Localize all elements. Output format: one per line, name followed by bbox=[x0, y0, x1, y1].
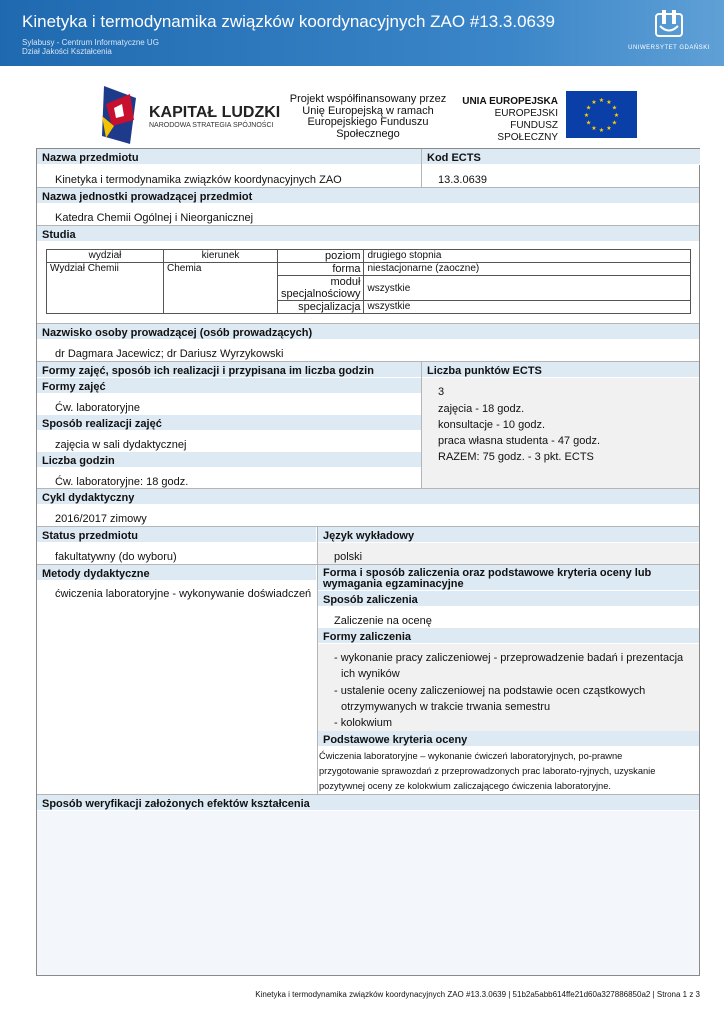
ects-zajecia: zajęcia - 18 godz. bbox=[438, 403, 525, 415]
eu-logos-strip bbox=[0, 84, 724, 146]
eu-star-icon: ★ bbox=[613, 113, 620, 119]
eu-star-icon: ★ bbox=[598, 98, 605, 104]
eu-star-icon: ★ bbox=[585, 105, 592, 112]
page-header bbox=[0, 0, 724, 66]
label-status: Status przedmiotu bbox=[37, 527, 316, 543]
label-osoba: Nazwisko osoby prowadzącej (osób prowadzących) bbox=[37, 324, 699, 340]
value-cykl: 2016/2017 zimowy bbox=[55, 513, 147, 525]
syllabus-table bbox=[36, 148, 700, 976]
ug-emblem-icon bbox=[652, 8, 686, 38]
formy-zal-item: - ustalenie oceny zaliczeniowej na podstawie ocen cząstkowych bbox=[334, 685, 646, 697]
value-jezyk: polski bbox=[334, 551, 363, 563]
label-sposob-zal: Sposób zaliczenia bbox=[318, 591, 699, 607]
eu-star-icon: ★ bbox=[606, 125, 612, 132]
project-text: Projekt współfinansowany przez Unię Europejską w ramach Europejskiego Funduszu Społecznego bbox=[289, 93, 447, 140]
label-formy-zal: Formy zaliczenia bbox=[318, 628, 699, 644]
document-title: Kinetyka i termodynamika związków koordynacyjnych ZAO #13.3.0639 bbox=[22, 12, 555, 31]
kapital-ludzki-icon bbox=[100, 86, 140, 144]
page-footer: Kinetyka i termodynamika związków koordynacyjnych ZAO #13.3.0639 | 51b2a5abb614ffe21d60a327886850a2 | Strona 1 z 3 bbox=[255, 990, 700, 999]
formy-zal-item-cont: ich wyników bbox=[341, 668, 400, 680]
ue-text: UNIA EUROPEJSKA EUROPEJSKI FUNDUSZ SPOŁECZNY bbox=[462, 96, 558, 143]
label-kryteria: Podstawowe kryteria oceny bbox=[318, 731, 699, 747]
eu-star-icon: ★ bbox=[591, 125, 597, 132]
label-liczba: Liczba godzin bbox=[37, 452, 421, 468]
value-jednostka: Katedra Chemii Ogólnej i Nieorganicznej bbox=[55, 212, 254, 224]
eu-star-icon: ★ bbox=[583, 113, 590, 119]
label-nazwa: Nazwa przedmiotu bbox=[37, 149, 421, 165]
eu-star-icon: ★ bbox=[598, 128, 605, 134]
label-formy: Formy zajęć bbox=[37, 378, 421, 394]
studia-table: wydział kierunek poziom drugiego stopnia Wydział Chemii Chemia forma niestacjonarne (zaoczne) moduł specjalnościowy wszystkie specjalizacja wszystkie bbox=[46, 249, 691, 314]
ects-konsultacje: konsultacje - 10 godz. bbox=[438, 419, 546, 431]
ects-praca: praca własna studenta - 47 godz. bbox=[438, 435, 601, 447]
label-weryfikacja: Sposób weryfikacji założonych efektów kształcenia bbox=[37, 795, 699, 811]
value-metody: ćwiczenia laboratoryjne - wykonywanie doświadczeń bbox=[55, 588, 312, 600]
label-formy-head: Formy zajęć, sposób ich realizacji i przypisana im liczba godzin bbox=[37, 362, 421, 378]
label-cykl: Cykl dydaktyczny bbox=[37, 489, 699, 505]
formy-zal-item-cont: otrzymywanych w trakcie trwania semestru bbox=[341, 701, 551, 713]
kl-title: KAPITAŁ LUDZKI bbox=[149, 104, 281, 121]
label-sposob: Sposób realizacji zajęć bbox=[37, 415, 421, 431]
formy-zal-item: - wykonanie pracy zaliczeniowej - przeprowadzenie badań i prezentacja bbox=[334, 652, 684, 664]
header-subtitle-2: Dział Jakości Kształcenia bbox=[22, 47, 112, 56]
value-kryteria: Ćwiczenia laboratoryjne – wykonanie ćwiczeń laboratoryjnych, po-prawne przygotowanie sprawozdań z przeprowadzonych prac laborato-ryjnych, uzyskanie pozytywnej oceny ze kolokwium zaliczającego ćwiczenia laboratoryjne. bbox=[319, 751, 656, 791]
ects-value: 3 bbox=[438, 386, 445, 398]
eu-flag-icon bbox=[566, 91, 637, 138]
value-formy: Ćw. laboratoryjne bbox=[55, 402, 140, 414]
eu-star-icon: ★ bbox=[611, 120, 618, 127]
value-status: fakultatywny (do wyboru) bbox=[55, 551, 177, 563]
label-jezyk: Język wykładowy bbox=[318, 527, 699, 543]
eu-star-icon: ★ bbox=[591, 100, 597, 107]
value-osoba: dr Dagmara Jacewicz; dr Dariusz Wyrzykowski bbox=[55, 348, 284, 360]
value-liczba: Ćw. laboratoryjne: 18 godz. bbox=[55, 476, 189, 488]
value-sposob: zajęcia w sali dydaktycznej bbox=[55, 439, 187, 451]
label-forma-zal: Forma i sposób zaliczenia oraz podstawowe kryteria oceny lub wymagania egzaminacyjne bbox=[318, 565, 699, 591]
label-jednostka: Nazwa jednostki prowadzącej przedmiot bbox=[37, 188, 699, 204]
header-subtitle: Sylabusy - Centrum Informatyczne UG bbox=[22, 38, 159, 47]
label-ects: Liczba punktów ECTS bbox=[422, 362, 699, 378]
kl-subtitle: NARODOWA STRATEGIA SPÓJNOŚCI bbox=[149, 122, 274, 129]
formy-zal-item: - kolokwium bbox=[334, 717, 393, 729]
university-logo: UNIWERSYTET GDAŃSKI bbox=[626, 8, 712, 51]
eu-star-icon: ★ bbox=[611, 105, 618, 112]
value-nazwa: Kinetyka i termodynamika związków koordynacyjnych ZAO bbox=[55, 174, 342, 186]
label-metody: Metody dydaktyczne bbox=[37, 565, 316, 581]
eu-star-icon: ★ bbox=[585, 120, 592, 127]
value-sposob-zal: Zaliczenie na ocenę bbox=[334, 615, 432, 627]
eu-star-icon: ★ bbox=[606, 100, 612, 107]
label-studia: Studia bbox=[37, 226, 699, 242]
value-kod: 13.3.0639 bbox=[438, 174, 487, 186]
label-kod: Kod ECTS bbox=[422, 149, 700, 165]
ects-razem: RAZEM: 75 godz. - 3 pkt. ECTS bbox=[438, 451, 594, 463]
